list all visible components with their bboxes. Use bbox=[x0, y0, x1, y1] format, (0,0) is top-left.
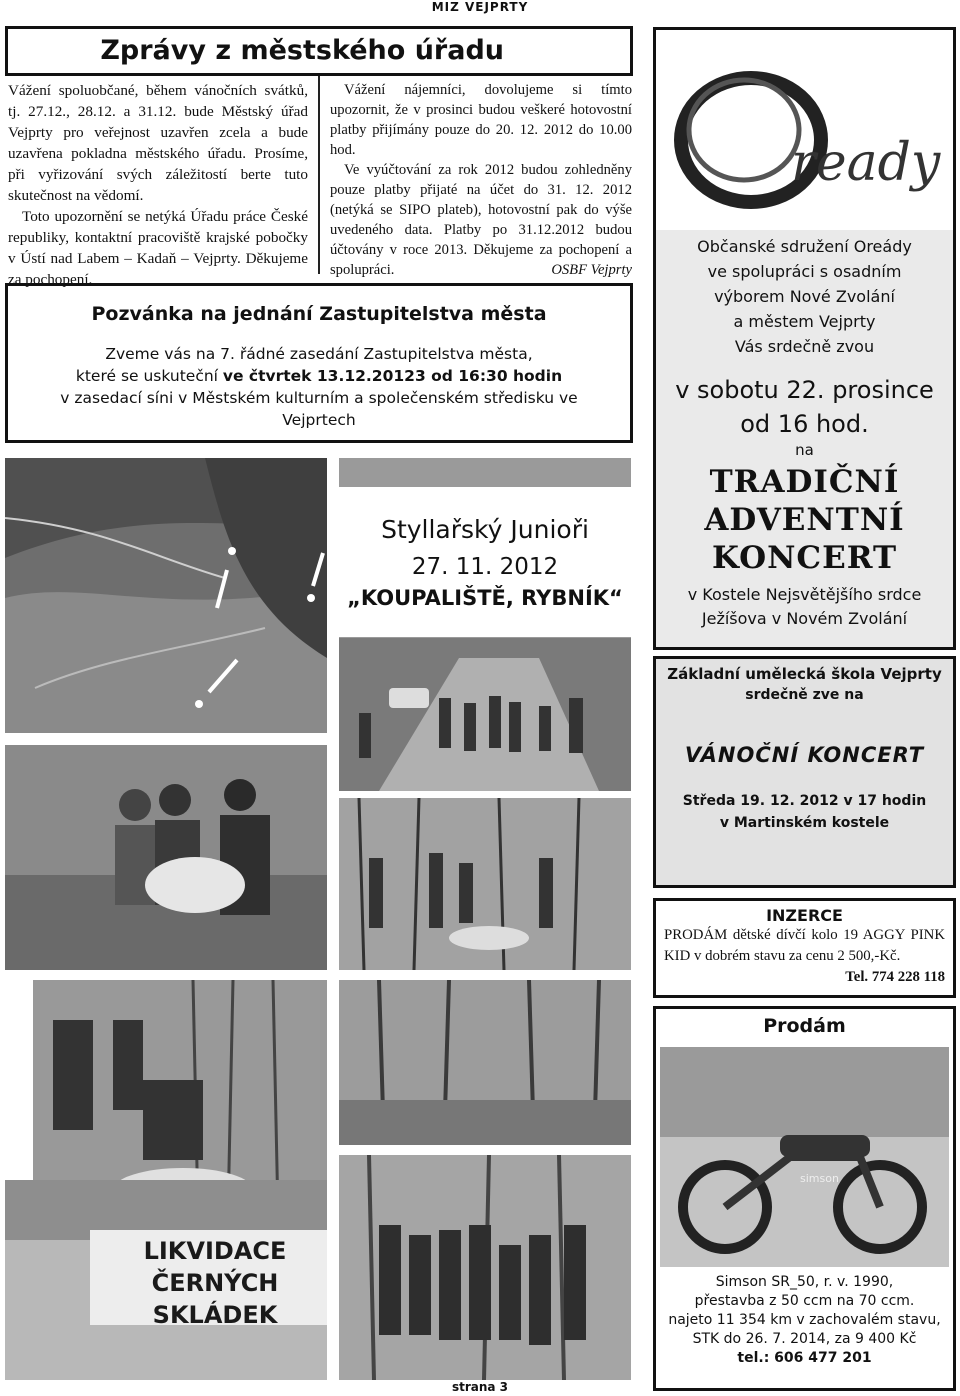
cleanup-photo-2 bbox=[339, 798, 631, 970]
zus-place: v Martinském kostele bbox=[719, 815, 890, 831]
oready-na: na bbox=[795, 441, 814, 459]
zus-concert-poster bbox=[653, 656, 956, 888]
oready-title-3: KONCERT bbox=[711, 540, 898, 576]
oready-concert-poster bbox=[653, 27, 956, 650]
zus-school: Základní umělecká škola Vejprty bbox=[667, 665, 942, 683]
cleanup-photo-4 bbox=[339, 980, 631, 1145]
svg-text:ready: ready bbox=[791, 133, 941, 193]
oready-date-2: od 16 hod. bbox=[740, 410, 869, 438]
oready-intro-3: výborem Nové Zvolání bbox=[714, 287, 895, 306]
oready-intro-1: Občanské sdružení Oreády bbox=[697, 237, 912, 256]
meeting-date: ve čtvrtek 13.12.20123 od 16:30 hodin bbox=[222, 367, 563, 385]
council-invitation bbox=[5, 283, 633, 443]
stylari-date: 27. 11. 2012 bbox=[411, 554, 559, 580]
labour-office-note: Toto upozornění se netýká Úřadu práce České republiky, kontaktní pracoviště krajské pobočky v Ústí nad Labem – Kadaň – Vejprty. Děkujeme za pochopení. bbox=[8, 208, 308, 288]
for-sale-ad bbox=[653, 1006, 956, 1391]
invitation-line-2: které se uskuteční ve čtvrtek 13.12.20123 od 16:30 hodin bbox=[75, 367, 563, 385]
invitation-heading: Pozvánka na jednání Zastupitelstva města bbox=[91, 303, 547, 325]
for-sale-line-4: STK do 26. 7. 2014, za 9 400 Kč bbox=[692, 1331, 917, 1347]
section-header: MIZ VEJPRTY bbox=[431, 0, 529, 14]
holiday-closure-text: Vážení spoluobčané, během vánočních svátků, tj. 27.12., 28.12. a 31.12. bude Městský úřad Vejprty pro veřejnost uzavřen zcela a bude uzavřena pokladna městského úřadu. Prosíme, při vyřizování svých záležitostí berte tuto skutečnost na vědomí. bbox=[8, 82, 308, 204]
notice-signature: OSBF Vejprty bbox=[551, 262, 632, 278]
group-photo-forest bbox=[339, 1155, 631, 1380]
invitation-line-3: v zasedací síni v Městském kulturním a společenském středisku ve Vejprtech bbox=[60, 389, 578, 429]
moped-photo bbox=[660, 1047, 949, 1267]
oready-intro-5: Vás srdečně zvou bbox=[734, 337, 875, 356]
cleanup-banner bbox=[100, 1235, 330, 1331]
office-news-title-box bbox=[5, 26, 633, 76]
oready-title-2: ADVENTNÍ bbox=[704, 502, 905, 538]
oready-intro-4: a městem Vejprty bbox=[733, 312, 876, 331]
invitation-line-1: Zveme vás na 7. řádné zasedání Zastupitelstva města, bbox=[105, 345, 533, 363]
for-sale-line-1: Simson SR_50, r. v. 1990, bbox=[715, 1274, 894, 1290]
oready-title-1: TRADIČNÍ bbox=[709, 464, 900, 500]
for-sale-text bbox=[656, 1273, 953, 1368]
aerial-photo bbox=[5, 458, 327, 733]
classified-heading: INZERCE bbox=[766, 906, 843, 925]
tenant-payment-text: Vážení nájemníci, dovolujeme si tímto upozornit, že v prosinci budou veškeré hotovostní platby přijímány pouze do 20. 12. 2012 do 10.00 hod. bbox=[330, 82, 632, 158]
tenant-notice-column bbox=[330, 80, 632, 280]
classified-phone: Tel. 774 228 118 bbox=[845, 969, 945, 985]
for-sale-line-3: najeto 11 354 km v zachovalém stavu, bbox=[668, 1312, 941, 1328]
stylari-place: „KOUPALIŠTĚ, RYBNÍK“ bbox=[347, 586, 623, 610]
stylari-caption bbox=[339, 487, 631, 637]
oready-date-1: v sobotu 22. prosince bbox=[675, 376, 934, 404]
oready-logo bbox=[656, 30, 953, 230]
cleanup-line-2: ČERNÝCH SKLÁDEK bbox=[151, 1269, 279, 1329]
oready-location-1: v Kostele Nejsvětějšího srdce bbox=[687, 585, 922, 604]
billing-text: Ve vyúčtování za rok 2012 budou zohledněny pouze platby přijaté na účet do 31. 12. 2012 (netýká se SIPO plateb), hotovostní pak do výše uvedeného data. Platby po 31.12.2012 budou účtovány v roce 2013. Děkujeme za pochopení a spolupráci. OSBF Vejprty bbox=[330, 162, 632, 278]
zus-title: VÁNOČNÍ KONCERT bbox=[684, 743, 925, 767]
zus-invite: srdečně zve na bbox=[745, 687, 864, 703]
oready-intro-2: ve spolupráci s osadním bbox=[707, 262, 902, 281]
oready-location-2: Ježíšova v Novém Zvolání bbox=[701, 609, 908, 628]
cleanup-photo-1 bbox=[5, 745, 327, 970]
classified-text: PRODÁM dětské dívčí kolo 19 AGGY PINK KID v dobrém stavu za cenu 2 500,-Kč. Tel. 774 228 118 bbox=[656, 925, 953, 967]
for-sale-phone: tel.: 606 477 201 bbox=[737, 1350, 872, 1366]
office-news-title: Zprávy z městského úřadu bbox=[100, 35, 504, 66]
classified-ad bbox=[653, 898, 956, 998]
for-sale-heading: Prodám bbox=[763, 1015, 846, 1037]
for-sale-line-2: přestavba z 50 ccm na 70 ccm. bbox=[694, 1293, 915, 1309]
column-divider bbox=[318, 76, 320, 274]
office-notice-column bbox=[8, 80, 308, 290]
page-number: strana 3 bbox=[451, 1380, 509, 1394]
stylari-name: Styllařský Junioři bbox=[381, 515, 589, 544]
moped-brand: simson bbox=[800, 1172, 839, 1185]
cleanup-line-1: LIKVIDACE bbox=[143, 1237, 287, 1265]
zus-date: Středa 19. 12. 2012 v 17 hodin bbox=[682, 793, 927, 809]
